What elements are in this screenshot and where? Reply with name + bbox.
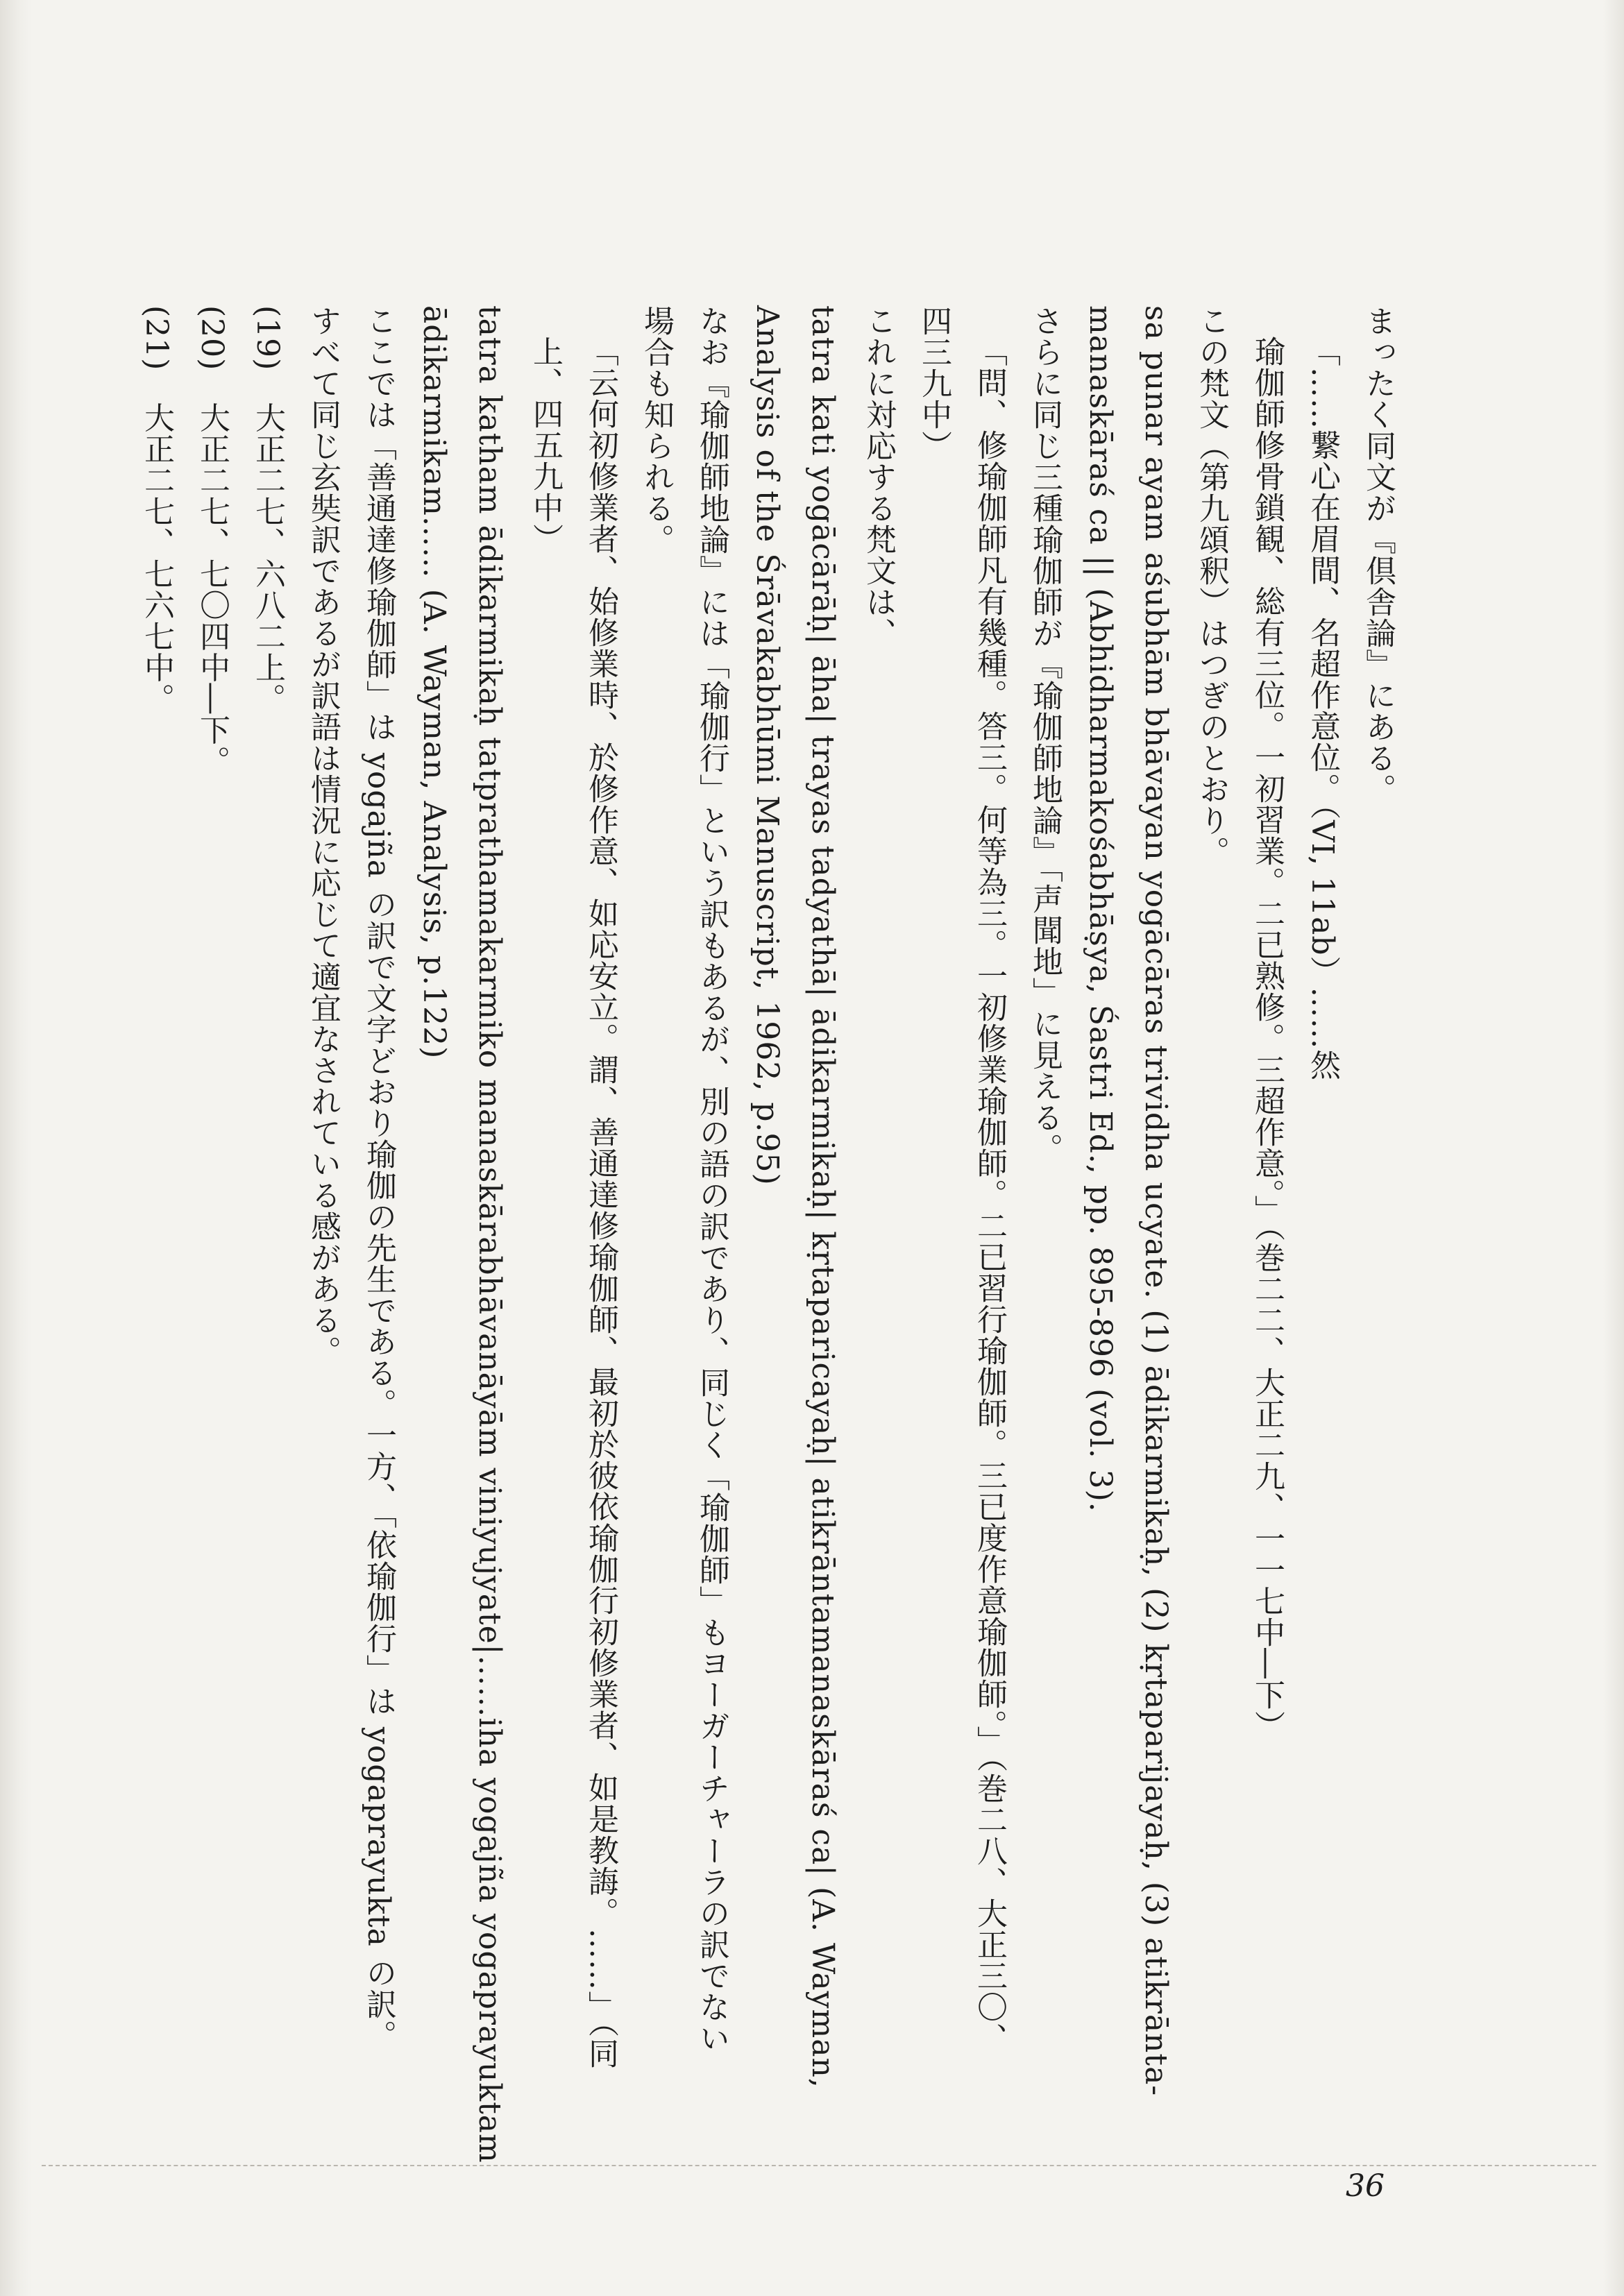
scan-right-edge (1603, 0, 1624, 2296)
text-line: すべて同じ玄奘訳であるが訳語は情況に応じて適宜なされている感がある。 (305, 305, 341, 1367)
text-line: なお『瑜伽師地論』には「瑜伽行」という訳もあるが、別の語の訳であり、同じく「瑜伽師」もヨーガーチャーラの訳でない (694, 305, 729, 2054)
text-line: manaskāraś ca || (Abhidharmakośabhāṣya, Śastri Ed., pp. 895-896 (vol. 3). (1083, 305, 1118, 1513)
text-line: ādikarmikam…… (A. Wayman, Analysis, p.122) (416, 305, 452, 1060)
text-line: tatra katham ādikarmikaḥ tatprathamakarmiko manaskārabhāvanāyām viniyujyate|……iha yogajña yogaprayuktam (472, 305, 507, 2163)
footnote-line: (21) 大正二七、七六七中。 (139, 305, 174, 715)
text-line: sa punar ayam aśubhām bhāvayan yogācāras trividha ucyate. (1) ādikarmikaḥ, (2) kṛtaparijayaḥ, (3) atikrānta- (1138, 305, 1174, 2097)
scan-left-edge (0, 0, 32, 2296)
text-line: 「問、修瑜伽師凡有幾種。答三。何等為三。一初修業瑜伽師。二已習行瑜伽師。三已度作意瑜伽師。」（巻二八、大正三〇、 (972, 336, 1007, 2054)
text-line: 「……繋心在眉間、名超作意位。（VI, 11ab）……然 (1305, 336, 1340, 1081)
text-line: Analysis of the Śrāvakabhūmi Manuscript, 1962, p.95) (750, 305, 785, 1186)
text-line: 瑜伽師修骨鎖観、総有三位。一初習業。二已熟修。三超作意。」（巻二二、大正二九、一一七中―下） (1249, 336, 1285, 1742)
text-line: この梵文（第九頌釈）はつぎのとおり。 (1194, 305, 1229, 867)
text-line: tatra kati yogācārāḥ| āha| trayas tadyathā| ādikarmikaḥ| kṛtaparicayaḥ| atikrāntamanaskāraś ca| (A. Wayman, (805, 305, 840, 2089)
text-line: まったく同文が『倶舎論』にある。 (1360, 305, 1396, 805)
text-line: 場合も知られる。 (638, 305, 674, 555)
text-line: ここでは「善通達修瑜伽師」は yogajña の訳で文字どおり瑜伽の先生である。一方、「依瑜伽行」は yogaprayukta の訳。 (361, 305, 396, 2051)
text-line: 四三九中） (916, 305, 951, 461)
text-line: これに対応する梵文は、 (861, 305, 896, 649)
text-line: 上、四五九中） (527, 336, 563, 554)
text-line: 「云何初修業者、始修業時、於修作意、如応安立。謂、善通達修瑜伽師、最初於彼依瑜伽行初修業者、如是教誨。……」（同 (583, 336, 618, 2069)
page-number: 36 (1346, 2168, 1385, 2204)
text-line: さらに同じ三種瑜伽師が『瑜伽師地論』「声聞地」に見える。 (1027, 305, 1063, 1164)
footnote-line: (20) 大正二七、七〇四中―下。 (194, 305, 230, 777)
footer-rule (42, 2165, 1596, 2166)
footnote-line: (19) 大正二七、六八二上。 (250, 305, 285, 715)
vertical-text-block (139, 305, 1405, 2163)
